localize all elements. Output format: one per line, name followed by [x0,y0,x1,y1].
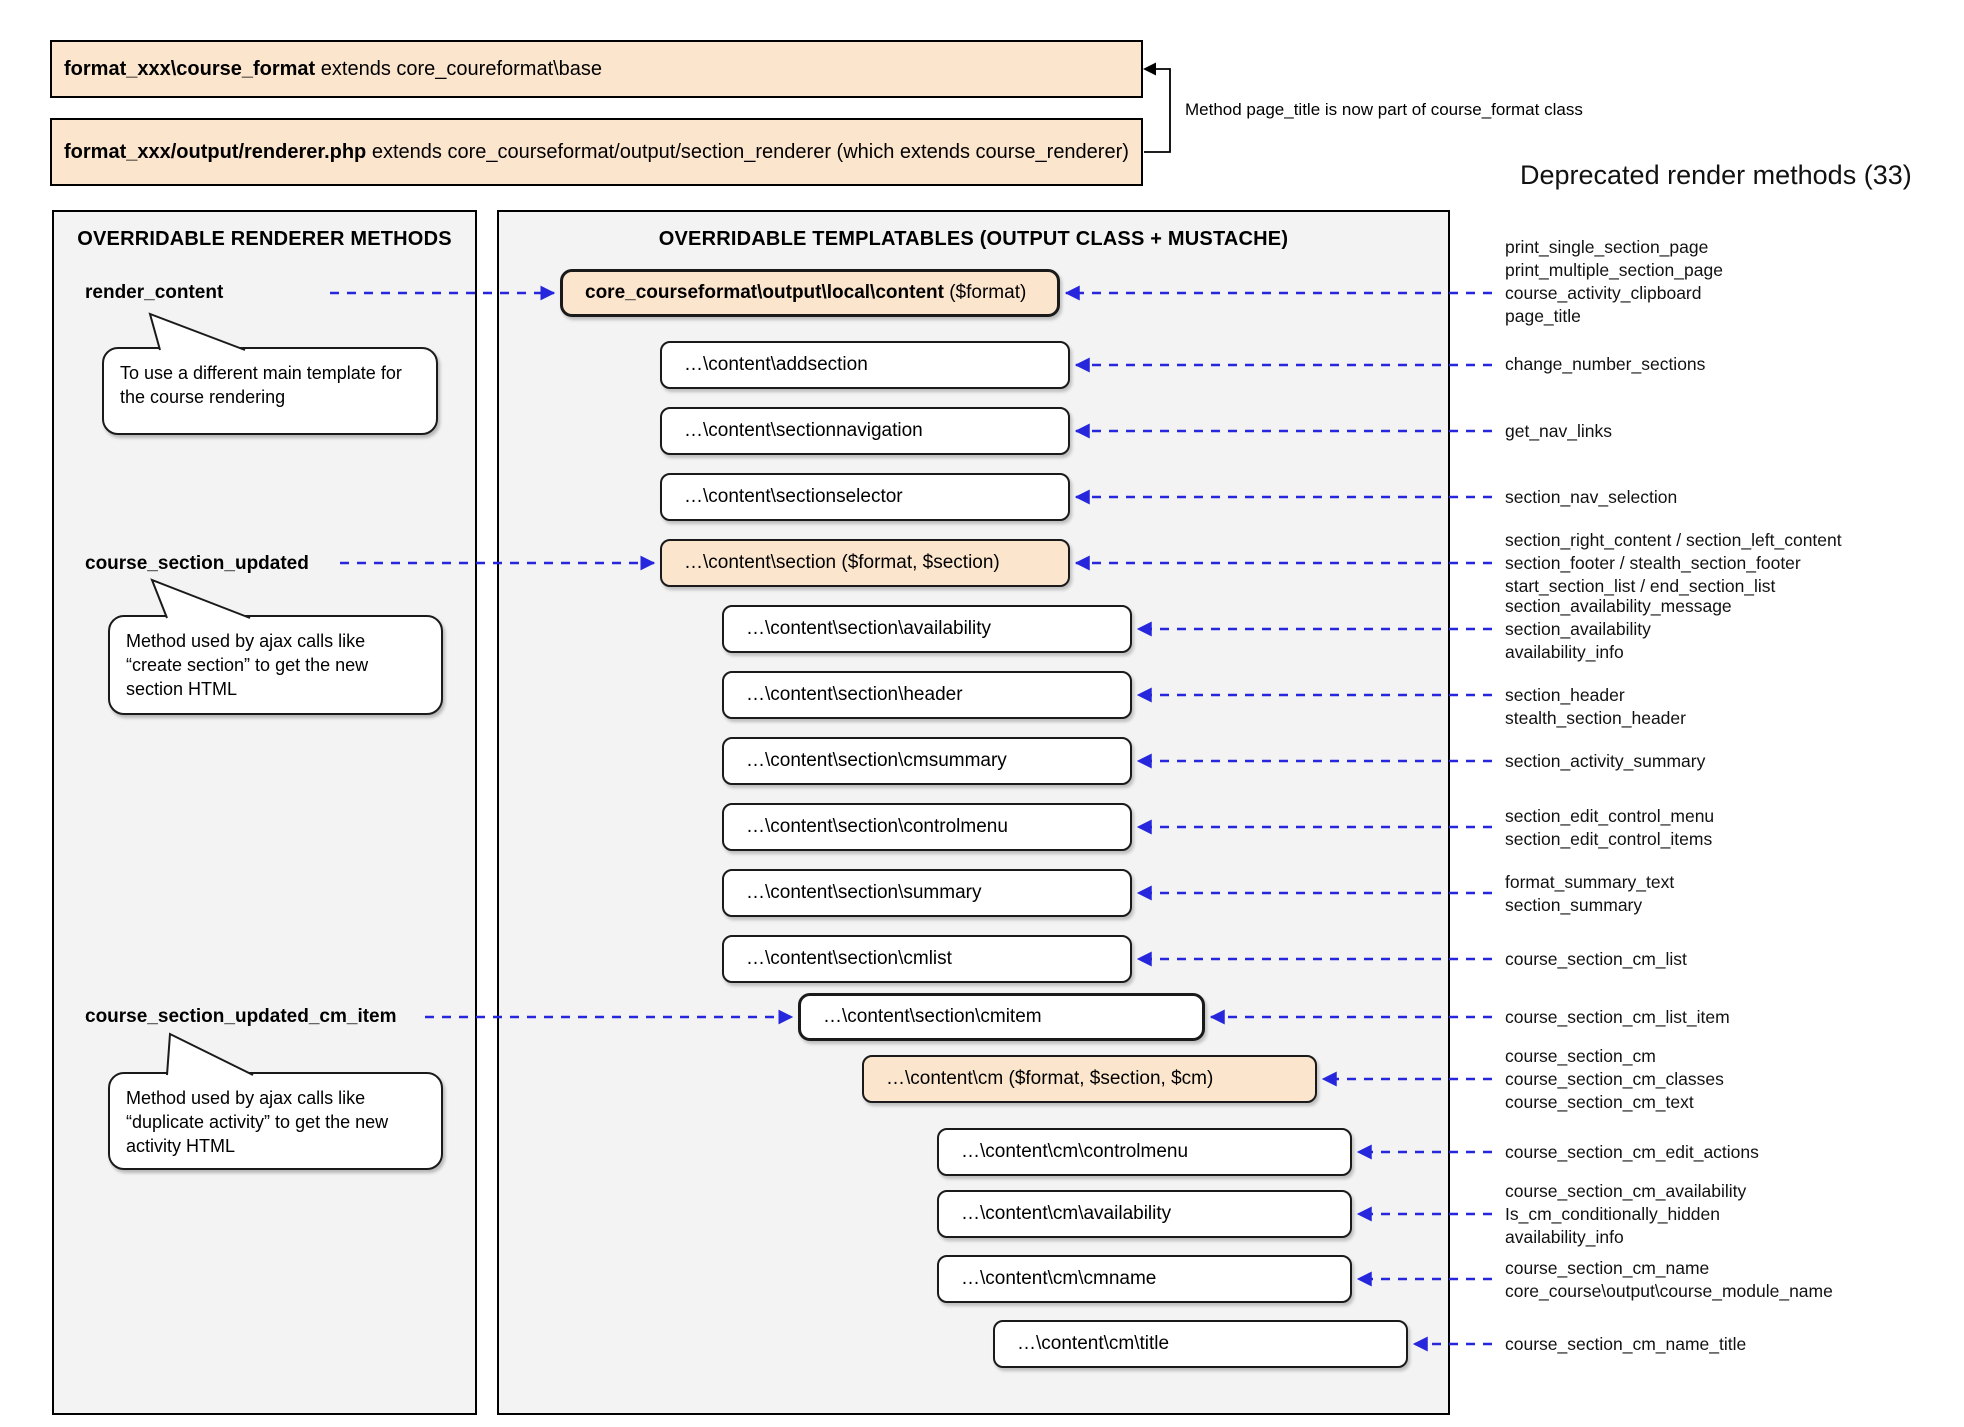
templatable-box-cm-cmname: …\content\cm\cmname [937,1255,1352,1303]
bracket-page-title [1143,63,1170,153]
deprecated-method: course_section_cm_classes [1505,1069,1724,1089]
deprecated-method: course_section_cm_name_title [1505,1334,1747,1354]
templatable-box-section-cmsummary: …\content\section\cmsummary [722,737,1132,785]
callout-course-section-updated-cm-item: Method used by ajax calls like “duplicate activity” to get the new activity HTML [108,1072,443,1170]
deprecated-method: get_nav_links [1505,421,1613,441]
deprecated-method: start_section_list / end_section_list [1505,576,1776,596]
deprecated-group-content [1505,236,1723,328]
page-title-note: Method page_title is now part of course_format class [1185,100,1583,119]
deprecated-group-section [1505,529,1842,598]
templatable-box-section-cmitem: …\content\section\cmitem [798,993,1205,1041]
deprecated-method: section_availability_message [1505,596,1732,616]
templatable-box-section-controlmenu: …\content\section\controlmenu [722,803,1132,851]
deprecated-group-navselection [1505,486,1677,509]
deprecated-method: section_footer / stealth_section_footer [1505,553,1801,573]
deprecated-group-navlinks [1505,420,1612,443]
deprecated-method: section_nav_selection [1505,487,1678,507]
deprecated-methods-title: Deprecated render methods (33) [1520,160,1912,190]
templatable-box-cm-availability: …\content\cm\availability [937,1190,1352,1238]
deprecated-method: section_edit_control_menu [1505,806,1715,826]
templatables-panel-title: OVERRIDABLE TEMPLATABLES (OUTPUT CLASS + MUSTACHE) [658,228,1289,250]
deprecated-group-cmavailability [1505,1180,1746,1249]
deprecated-group-controlmenu [1505,805,1714,851]
method-label-render-content: render_content [85,282,224,303]
deprecated-group-cmlist [1505,948,1687,971]
deprecated-method: course_section_cm [1505,1046,1656,1066]
deprecated-method: change_number_sections [1505,354,1706,374]
deprecated-method: print_single_section_page [1505,237,1709,257]
templatable-box-content [560,269,1060,317]
class-box-renderer-text: format_xxx/output/renderer.php extends core_courseformat/output/section_renderer (which extends course_renderer) [64,141,1129,163]
templatable-box-content-text: core_courseformat\output\local\content ($format) [585,282,1027,303]
deprecated-method: section_availability [1505,619,1651,639]
deprecated-method: availability_info [1505,1227,1624,1247]
deprecated-method: Is_cm_conditionally_hidden [1505,1204,1720,1224]
templatable-box-section: …\content\section ($format, $section) [660,539,1070,587]
deprecated-method: course_section_cm_text [1505,1092,1694,1112]
templatable-box-cm-title: …\content\cm\title [993,1320,1408,1368]
deprecated-method: course_section_cm_name [1505,1258,1710,1278]
deprecated-method: section_header [1505,685,1625,705]
deprecated-method: section_right_content / section_left_content [1505,530,1842,550]
class-box-course-format [50,40,1143,98]
templatable-box-sectionselector: …\content\sectionselector [660,473,1070,521]
deprecated-method: stealth_section_header [1505,708,1686,728]
deprecated-method: course_section_cm_list [1505,949,1687,969]
deprecated-group-addsection [1505,353,1705,376]
method-label-course-section-updated-cm-item: course_section_updated_cm_item [85,1006,397,1027]
deprecated-method: availability_info [1505,642,1624,662]
deprecated-method: section_activity_summary [1505,751,1706,771]
deprecated-group-availability [1505,595,1732,664]
deprecated-method: course_section_cm_edit_actions [1505,1142,1759,1162]
deprecated-method: core_course\output\course_module_name [1505,1281,1833,1301]
deprecated-group-cmname [1505,1257,1833,1303]
templatable-box-sectionnavigation: …\content\sectionnavigation [660,407,1070,455]
deprecated-method: course_section_cm_availability [1505,1181,1747,1201]
templatable-box-cm-controlmenu: …\content\cm\controlmenu [937,1128,1352,1176]
deprecated-group-cm [1505,1045,1724,1114]
renderer-methods-panel-title: OVERRIDABLE RENDERER METHODS [77,228,452,250]
deprecated-method: section_summary [1505,895,1643,915]
templatable-box-section-header: …\content\section\header [722,671,1132,719]
deprecated-method: print_multiple_section_page [1505,260,1723,280]
templatable-box-addsection: …\content\addsection [660,341,1070,389]
method-label-course-section-updated: course_section_updated [85,553,309,574]
deprecated-group-cmnametitle [1505,1333,1746,1356]
deprecated-method: format_summary_text [1505,872,1675,892]
class-box-course-format-text: format_xxx\course_format extends core_coureformat\base [64,58,603,80]
deprecated-method: course_section_cm_list_item [1505,1007,1730,1027]
templatable-box-section-summary: …\content\section\summary [722,869,1132,917]
templatable-box-cm: …\content\cm ($format, $section, $cm) [862,1055,1317,1103]
callout-course-section-updated: Method used by ajax calls like “create section” to get the new section HTML [108,615,443,715]
templatable-box-section-availability: …\content\section\availability [722,605,1132,653]
deprecated-group-cmlistitem [1505,1006,1730,1029]
deprecated-method: section_edit_control_items [1505,829,1713,849]
deprecated-method: page_title [1505,306,1581,326]
templatable-box-section-cmlist: …\content\section\cmlist [722,935,1132,983]
deprecated-group-cmeditactions [1505,1141,1759,1164]
class-box-renderer [50,118,1143,186]
deprecated-group-cmsummary [1505,750,1705,773]
deprecated-method: course_activity_clipboard [1505,283,1702,303]
callout-render-content: To use a different main template for the course rendering [102,347,438,435]
deprecated-group-header [1505,684,1686,730]
deprecated-group-summary [1505,871,1674,917]
